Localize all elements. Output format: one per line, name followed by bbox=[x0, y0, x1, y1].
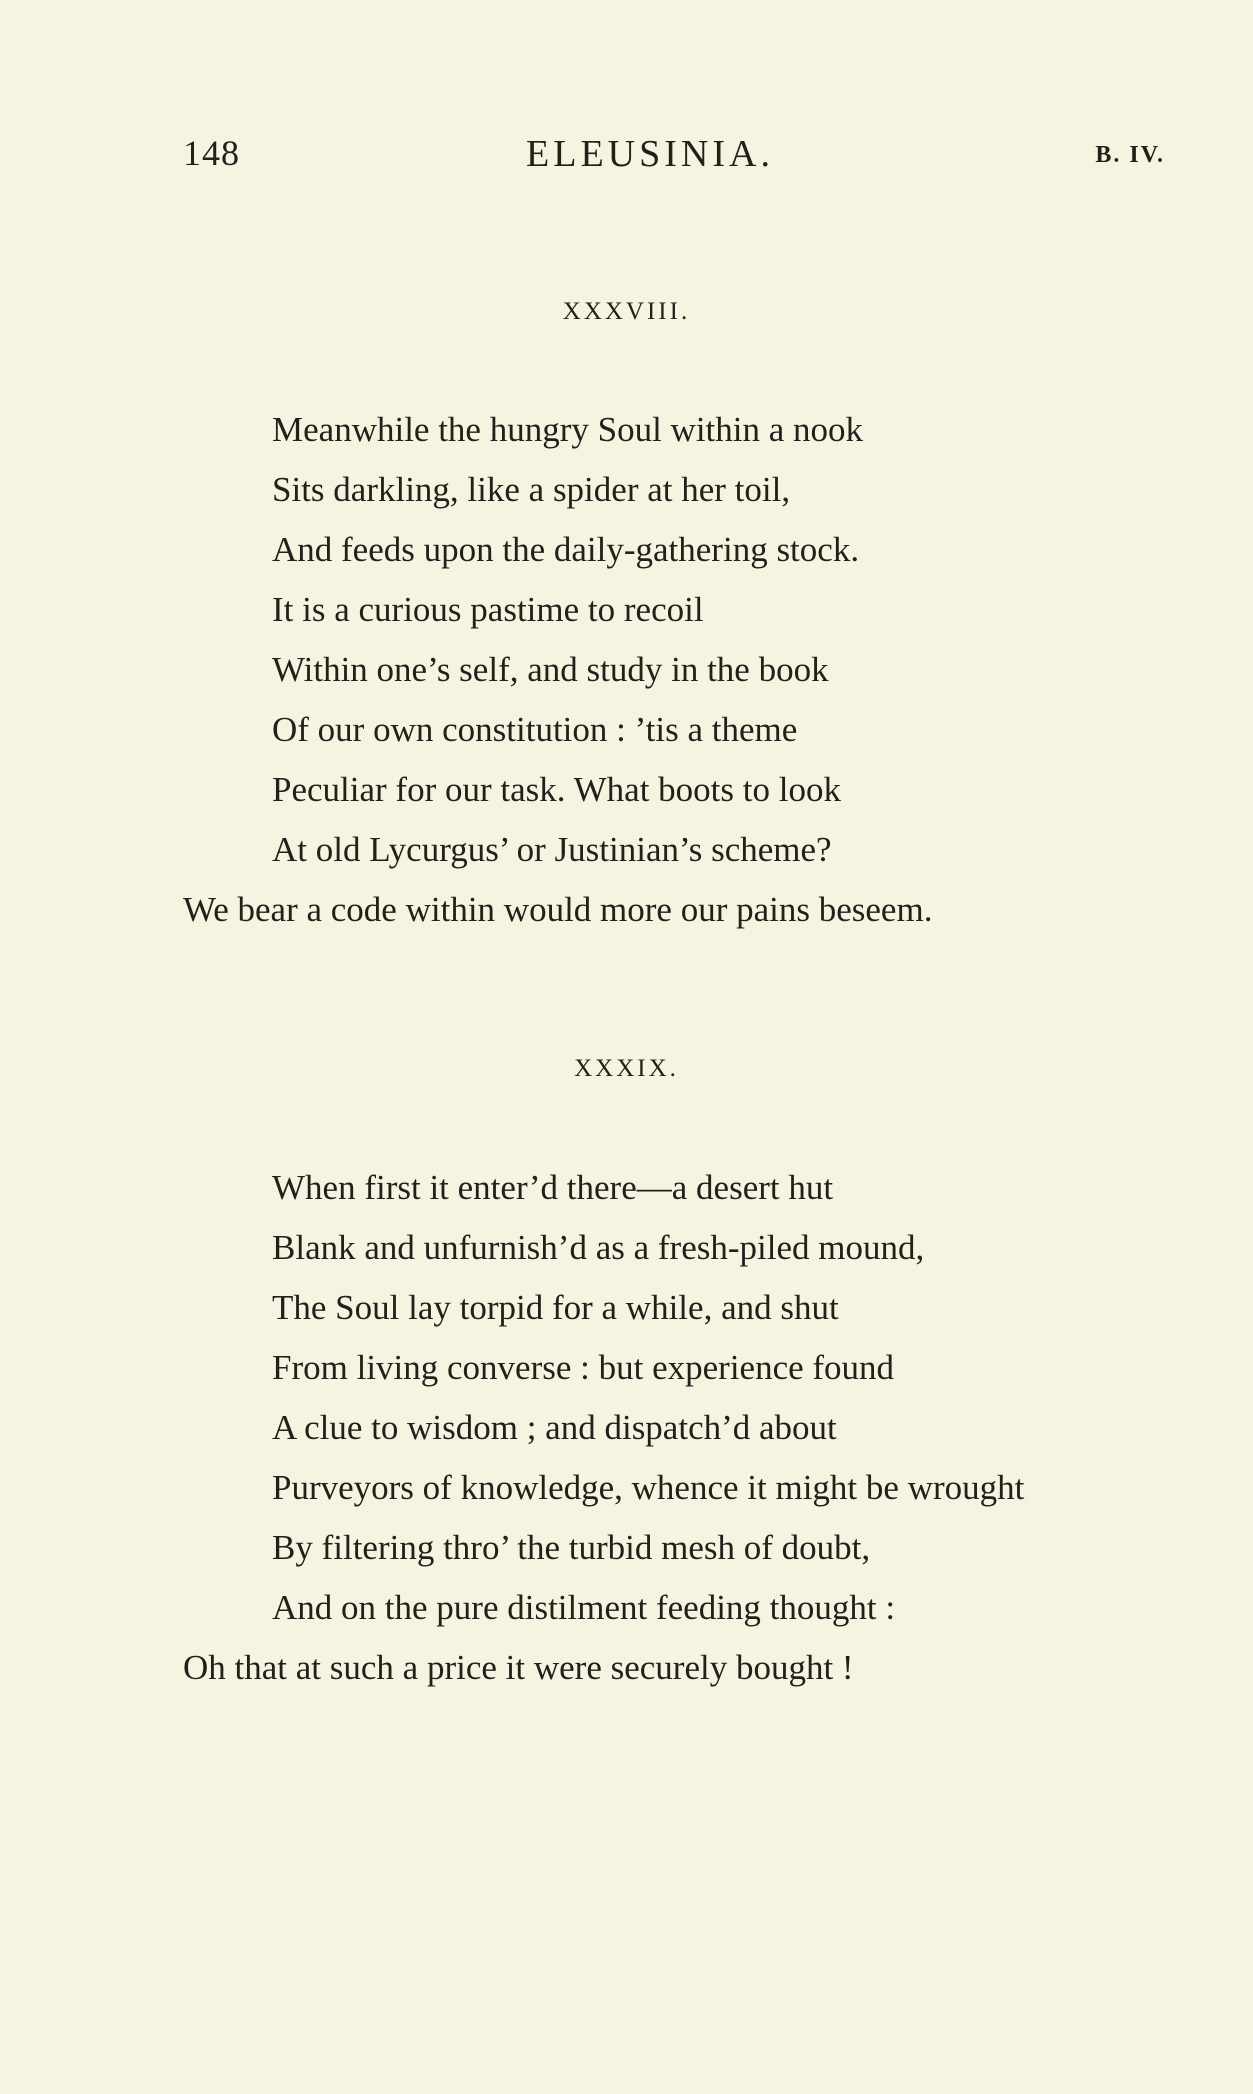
verse-line: At old Lycurgus’ or Justinian’s scheme? bbox=[272, 830, 832, 869]
verse-line: A clue to wisdom ; and dispatch’d about bbox=[272, 1408, 837, 1447]
verse-line: When first it enter’d there—a desert hut bbox=[272, 1168, 834, 1207]
stanza-number-xxxviii: XXXVIII. bbox=[562, 298, 691, 325]
page-number: 148 bbox=[183, 133, 240, 173]
page-header bbox=[183, 132, 1173, 182]
verse-line: Blank and unfurnish’d as a fresh-piled mound, bbox=[272, 1228, 925, 1267]
verse-line: Of our own constitution : ’tis a theme bbox=[272, 710, 798, 749]
verse-line: Sits darkling, like a spider at her toil, bbox=[272, 470, 791, 509]
verse-line: And feeds upon the daily-gathering stock. bbox=[272, 530, 860, 569]
verse-line: Within one’s self, and study in the book bbox=[272, 650, 829, 689]
verse-line-alexandrine: We bear a code within would more our pains beseem. bbox=[183, 890, 933, 929]
stanza-number-xxxix: XXXIX. bbox=[574, 1055, 679, 1082]
running-title: ELEUSINIA. bbox=[526, 133, 774, 175]
verse-line: Meanwhile the hungry Soul within a nook bbox=[272, 410, 864, 449]
verse-line: And on the pure distilment feeding thought : bbox=[272, 1588, 896, 1627]
verse-line: By filtering thro’ the turbid mesh of doubt, bbox=[272, 1528, 871, 1567]
stanza-xxxviii bbox=[183, 400, 1223, 940]
verse-line: Purveyors of knowledge, whence it might be wrought bbox=[272, 1468, 1025, 1507]
book-number: B. IV. bbox=[1095, 142, 1165, 168]
verse-line: Peculiar for our task. What boots to look bbox=[272, 770, 841, 809]
verse-line-alexandrine: Oh that at such a price it were securely bought ! bbox=[183, 1648, 854, 1687]
stanza-xxxix bbox=[183, 1158, 1223, 1698]
verse-line: From living converse : but experience found bbox=[272, 1348, 895, 1387]
verse-line: The Soul lay torpid for a while, and shut bbox=[272, 1288, 839, 1327]
verse-line: It is a curious pastime to recoil bbox=[272, 590, 704, 629]
